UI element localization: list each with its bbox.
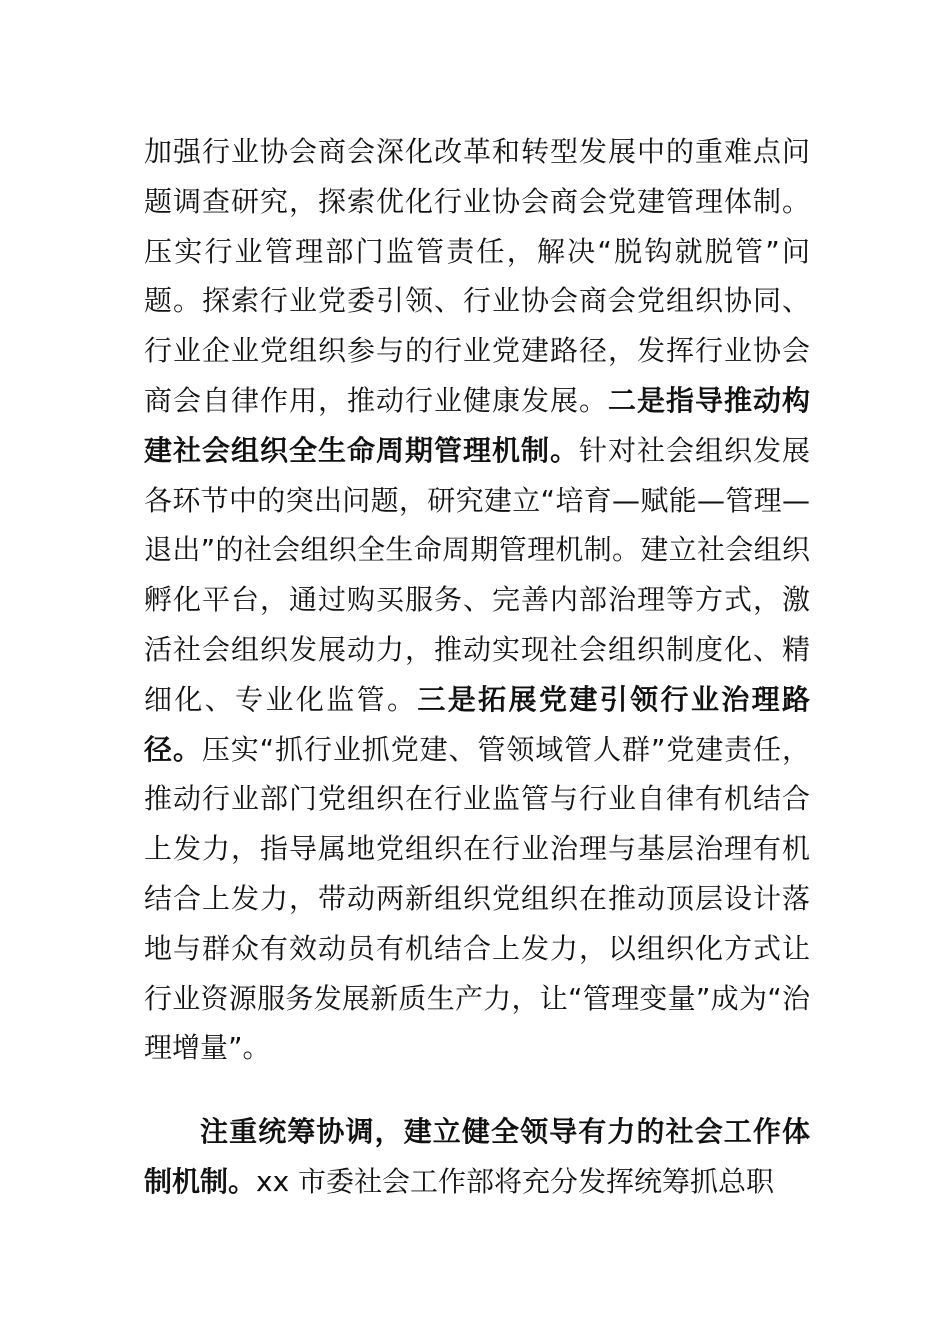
paragraph-1-heading-2: 二是指导推动构建社会组织全生命周期管理机制。	[144, 383, 810, 467]
paragraph-1-heading-3: 三是拓展党建引领行业治理路径。	[144, 682, 810, 766]
paragraph-2	[144, 1107, 810, 1207]
document-page	[144, 127, 810, 1207]
paragraph-2-heading: 注重统筹协调，建立健全领导有力的社会工作体制机制。	[144, 1115, 810, 1198]
paragraph-2-text: xx 市委社会工作部将充分发挥统筹抓总职	[256, 1164, 775, 1198]
paragraph-1-text-2: 针对社会组织发展各环节中的突出问题，研究建立“培育—赋能—管理—退出”的社会组织全生命周期管理机制。建立社会组织孵化平台，通过购买服务、完善内部治理等方式，激活社会组织发展动力，推动实现社会组织制度化、精细化、专业化监管。	[144, 433, 810, 716]
paragraph-1-text-3: 压实“抓行业抓党建、管领域管人群”党建责任，推动行业部门党组织在行业监管与行业自律有机结合上发力，指导属地党组织在行业治理与基层治理有机结合上发力，带动两新组织党组织在推动顶层设计落地与群众有效动员有机结合上发力，以组织化方式让行业资源服务发展新质生产力，让“管理变量”成为“治理增量”。	[144, 732, 810, 1065]
paragraph-1-text: 加强行业协会商会深化改革和转型发展中的重难点问题调查研究，探索优化行业协会商会党建管理体制。压实行业管理部门监管责任，解决“脱钩就脱管”问题。探索行业党委引领、行业协会商会党组织协同、行业企业党组织参与的行业党建路径，发挥行业协会商会自律作用，推动行业健康发展。	[144, 135, 810, 417]
paragraph-1	[144, 127, 810, 1073]
